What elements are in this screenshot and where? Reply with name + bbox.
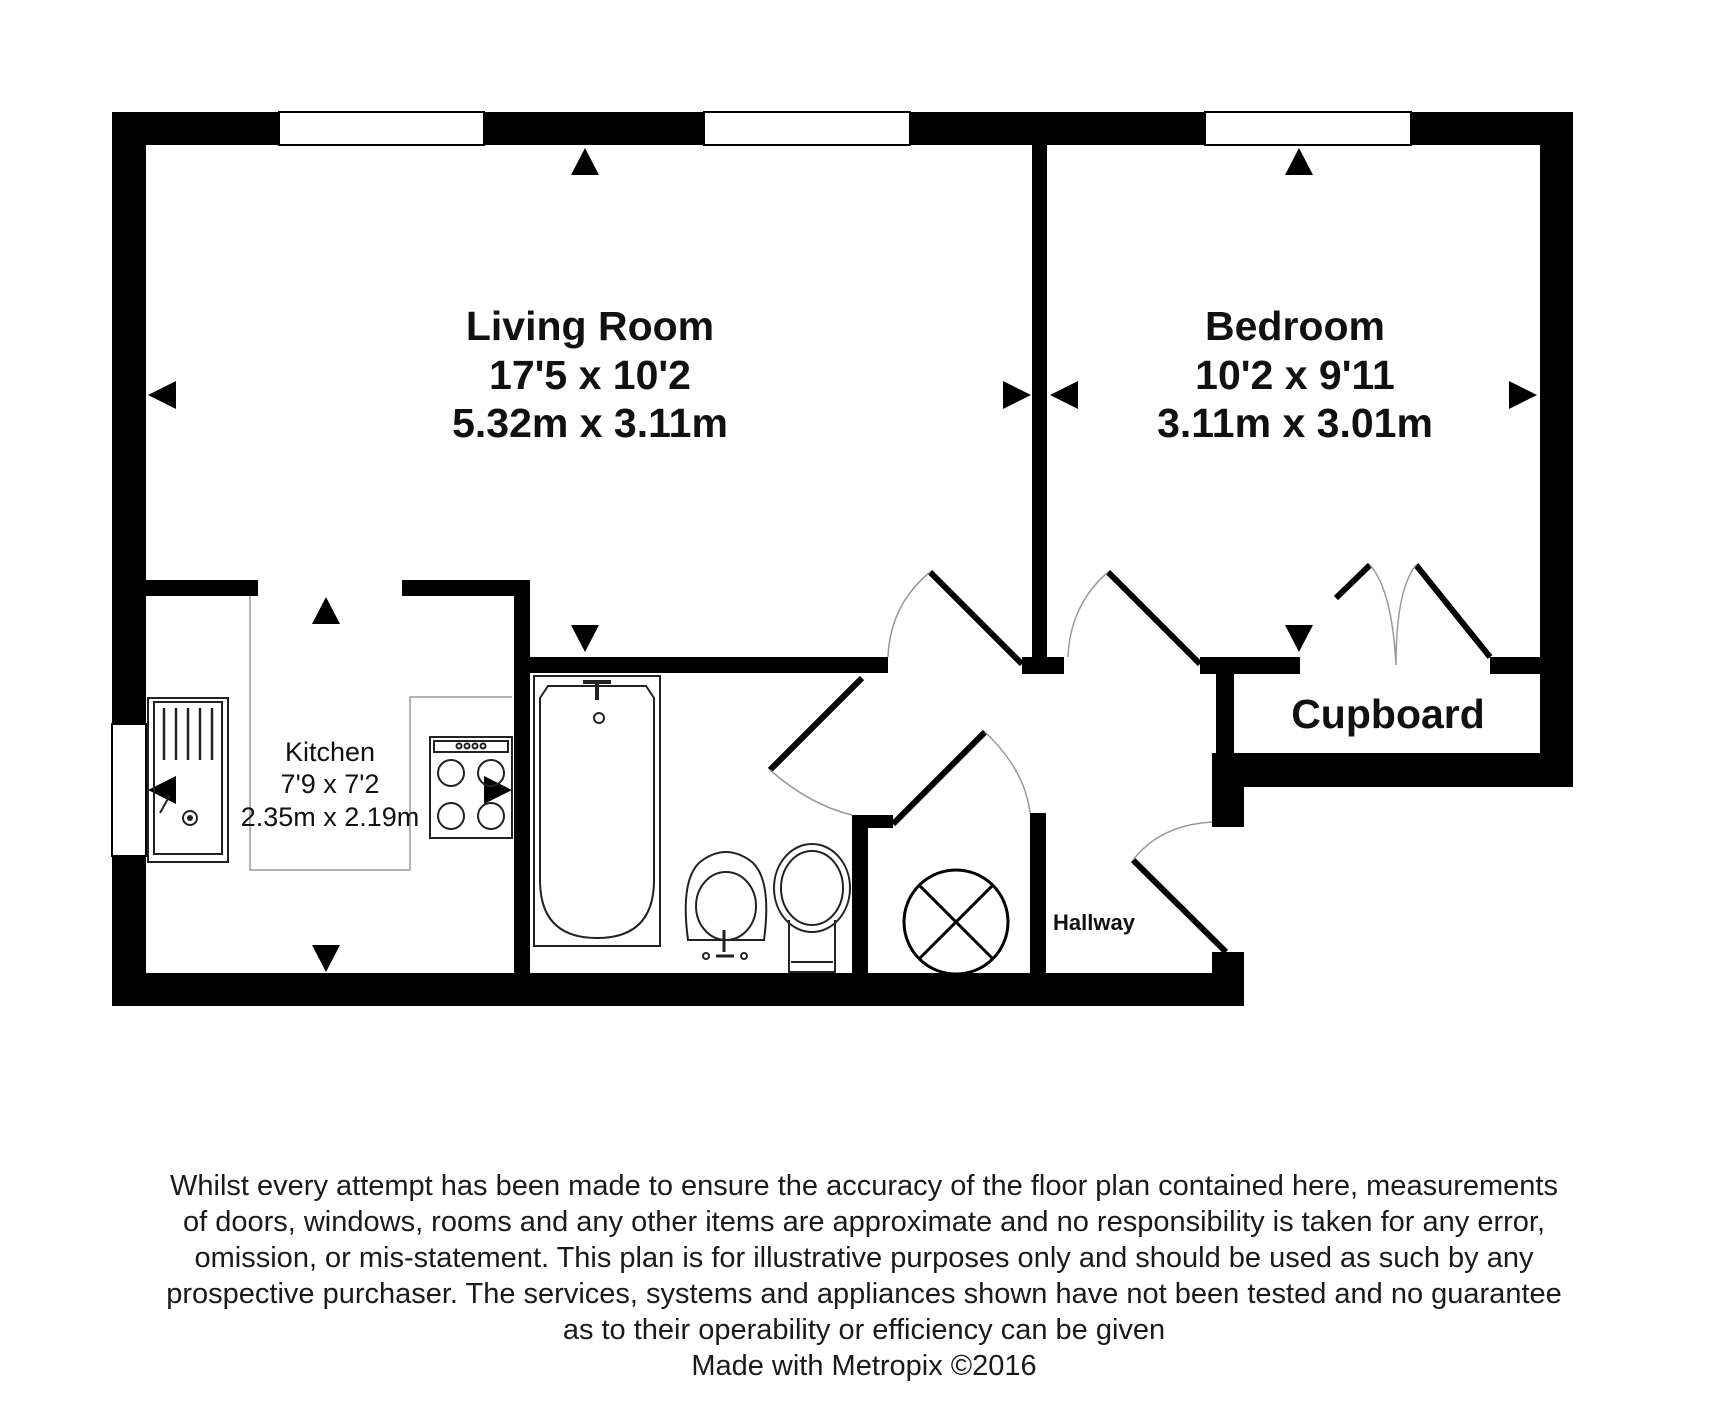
hallway-name: Hallway xyxy=(1053,910,1135,935)
disclaimer xyxy=(60,1168,1668,1384)
basin-icon xyxy=(686,852,767,959)
credit: Made with Metropix ©2016 xyxy=(691,1350,1037,1382)
disclaimer-line: omission, or mis-statement. This plan is for illustrative purposes only and should be used as such by any xyxy=(194,1242,1534,1274)
bedroom-metric: 3.11m x 3.01m xyxy=(1157,400,1433,446)
disclaimer-line: of doors, windows, rooms and any other items are approximate and no responsibility is taken for any error, xyxy=(182,1206,1546,1238)
kitchen-name: Kitchen xyxy=(284,737,376,767)
kitchen-metric: 2.35m x 2.19m xyxy=(240,802,420,832)
toilet-icon xyxy=(774,844,850,972)
bath-icon xyxy=(534,676,660,946)
disclaimer-line: as to their operability or efficiency can be given xyxy=(562,1314,1166,1346)
sink-icon xyxy=(148,698,228,862)
living-room-imperial: 17'5 x 10'2 xyxy=(489,352,691,398)
walls xyxy=(112,112,1573,1006)
disclaimer-line: Whilst every attempt has been made to ensure the accuracy of the floor plan contained here, measurements xyxy=(170,1170,1558,1202)
bedroom-name: Bedroom xyxy=(1205,303,1385,349)
living-room-name: Living Room xyxy=(465,303,715,349)
kitchen-imperial: 7'9 x 7'2 xyxy=(280,769,380,799)
disclaimer-line: prospective purchaser. The services, systems and appliances shown have not been tested and no guarantee xyxy=(166,1278,1562,1310)
dimension-arrows xyxy=(148,148,1537,972)
cupboard-name: Cupboard xyxy=(1291,691,1485,737)
bedroom-imperial: 10'2 x 9'11 xyxy=(1195,352,1395,398)
bathroom-fixtures xyxy=(534,676,850,972)
tank-icon xyxy=(904,870,1008,974)
living-room-metric: 5.32m x 3.11m xyxy=(452,400,728,446)
